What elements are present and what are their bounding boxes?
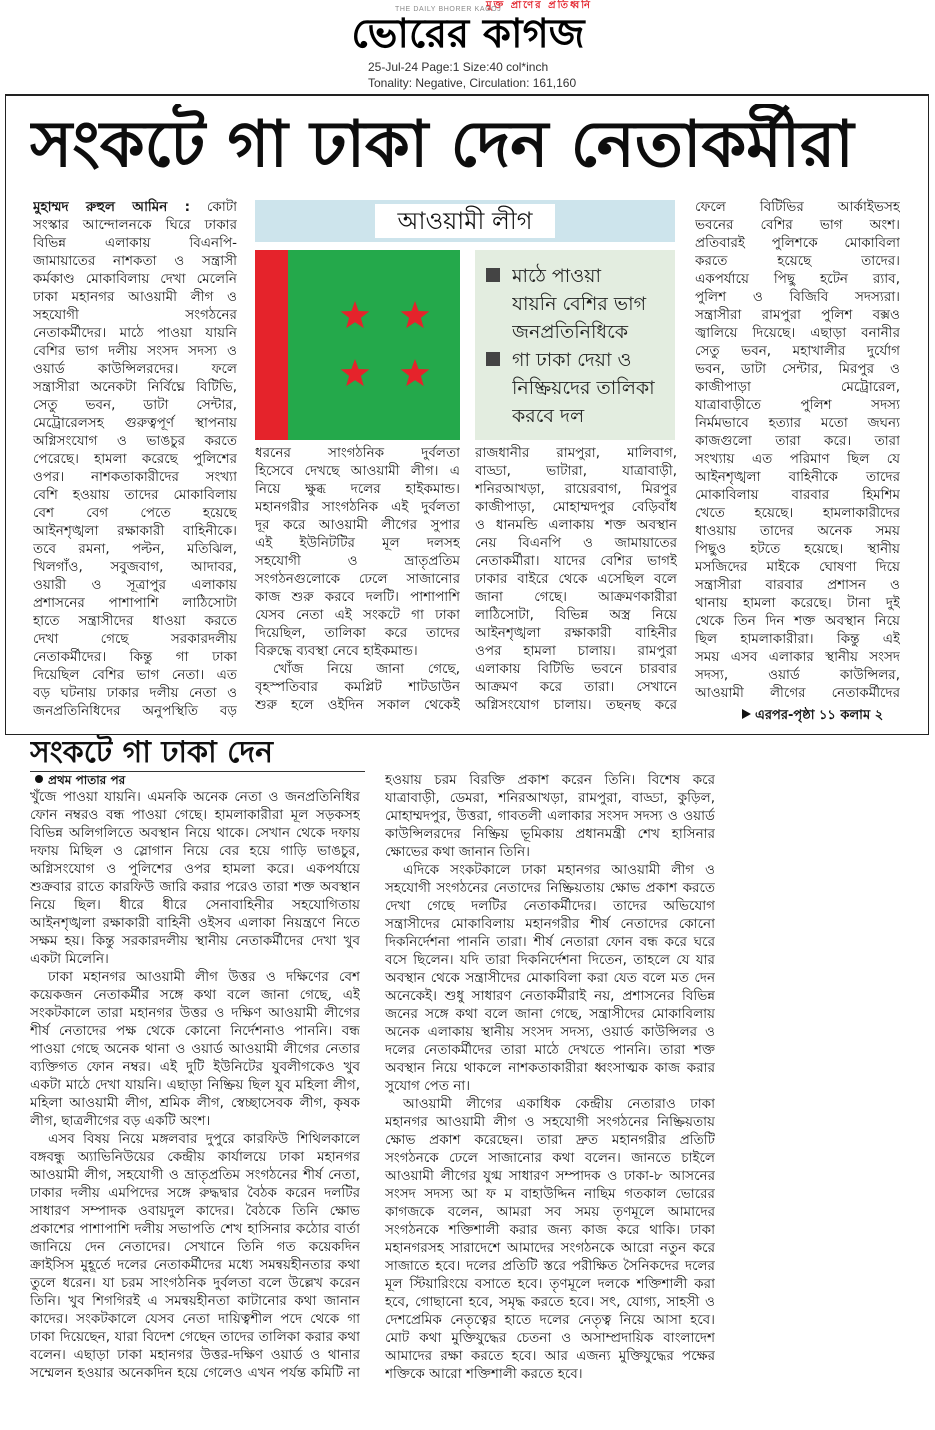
bullet-line: নিষ্ক্রিয়দের তালিকা — [512, 377, 655, 399]
text-line: যাত্রাবাড়ী, ডেমরা, শনিরআখড়া, রামপুরা, বাড্ডা, কুড়িল, — [385, 790, 715, 806]
sidebar-heading-band — [255, 200, 675, 242]
text-line: ভবনের বেশির ভাগ অংশ। — [695, 217, 900, 233]
text-line: আক্রমণ করে তারা। সেখানে — [475, 679, 677, 695]
text-line: ধাওয়ায় তাদের অনেক সময় — [695, 523, 900, 539]
text-line: ঢাকার দলীয় এমপিদের সঙ্গে রুদ্ধদ্বার বৈঠক করেন দলটির — [30, 1185, 360, 1201]
text-line: সাজাতে হবে। দলের প্রতিটি স্তরে পরীক্ষিত সৈনিকদের দলের — [385, 1258, 715, 1274]
text-line: ক্রাইসিস মুহূর্তে দলের নেতাকর্মীদের মধ্যে সমন্বয়হীনতার কথা — [30, 1257, 360, 1273]
text-line: বাড্ডা, ভাটারা, যাত্রাবাড়ী, — [475, 463, 677, 479]
sidebar-bullet-text — [512, 346, 670, 430]
text-line: প্রশাসনের পাশাপাশি লাঠিসোটা — [33, 595, 237, 611]
flag-band — [255, 250, 288, 440]
text-line: হওয়ায় চরম বিরক্তি প্রকাশ করেন তিনি। বিশেষ করে — [385, 772, 715, 788]
text-line: মসজিদের মাইকে ঘোষণা দিয়ে — [695, 559, 900, 575]
text-line: হাতে সন্ত্রাসীদের ধাওয়া করতে — [33, 613, 237, 629]
text-line: থানায় হামলা করেছে। টানা দুই — [695, 595, 900, 611]
text-line: কাদের। সংকটকালে যেসব নেতা দায়িত্বশীল পদে থেকে গা — [30, 1311, 360, 1327]
text-line: কাজীপাড়া মেট্রোরেল, — [695, 379, 900, 395]
text-line: জানা গেছে। আক্রমণকারীরা — [475, 589, 677, 605]
flag-field — [288, 250, 460, 440]
headline-rule — [30, 771, 365, 772]
text-line: তবে রমনা, পল্টন, মতিঝিল, — [33, 541, 237, 557]
text-line: অগ্নিসংযোগ ও পুলিশের ওপর হামলা করে। একপর্যায়ে — [30, 861, 360, 877]
sidebar-bullet-box — [475, 250, 675, 440]
text-line: শনিরআখড়া, রায়েরবাগ, মিরপুর — [475, 481, 677, 497]
text-line: ওপর। নাশকতাকারীদের সংখ্যা — [33, 469, 237, 485]
text-line: বসে ছিলেন। যদি তারা দিকনির্দেশনা দিতেন, তাহলে যে যার — [385, 952, 715, 968]
bullet-line: জনপ্রতিনিধিকে — [512, 321, 629, 343]
text-line: পেরেছে। হামলা করেছে পুলিশের — [33, 451, 237, 467]
text-line: প্রকাশের পাশাপাশি দলীয় সভাপতি শেখ হাসিনার কঠোর বার্তা — [30, 1221, 360, 1237]
square-bullet-icon — [486, 268, 500, 282]
text-line: পাওয়া গেছে অনেক থানা ও ওয়ার্ড আওয়ামী লীগের নেতার — [30, 1041, 360, 1057]
text-line: সংস্কার আন্দোলনকে ঘিরে ঢাকার — [33, 217, 237, 233]
text-line: ওয়ারী ও সূত্রাপুর এলাকায় — [33, 577, 237, 593]
jump-label — [35, 773, 125, 788]
text-line: সেতু ভবন, ডাটা সেন্টার, — [33, 397, 237, 413]
sidebar-heading: আওয়ামী লীগ — [375, 204, 555, 238]
text-line: লাঠিসোটা, বিভিন্ন অস্ত্র নিয়ে — [475, 607, 677, 623]
text-line: খোঁজ নিয়ে জানা গেছে, — [273, 661, 460, 677]
text-line: এসব বিষয় নিয়ে মঙ্গলবার দুপুরে কারফিউ শিথিলকালে — [48, 1131, 360, 1147]
text-line: বিভিন্ন এলাকায় বিএনপি- — [33, 235, 237, 251]
text-line: ঢাকা মহানগর আওয়ামী লীগ ও — [33, 289, 237, 305]
text-line: মহানগর আওয়ামী লীগ ও সহযোগী সংগঠনের নিষ্ক্রিয়তায় — [385, 1114, 715, 1130]
text-line: সহযোগী সংগঠনের — [33, 307, 237, 323]
text-line: সংকটকালে তারা মহানগর উত্তর ও দক্ষিণ আওয়ামী লীগের — [30, 1005, 360, 1021]
sidebar-bullet-text — [512, 262, 670, 346]
text-line: তুলে ধরেন। যা চরম সাংগঠনিক দুর্বলতা বলে উল্লেখ করেন — [30, 1275, 360, 1291]
text-line: ছিল হামলাকারীরা। কিন্তু এই — [695, 631, 900, 647]
text-line: আওয়ামী লীগের একাধিক কেন্দ্রীয় নেতারাও ঢাকা — [403, 1096, 715, 1112]
text-line: হিসেবে দেখছে আওয়ামী লীগ। এ — [255, 463, 460, 479]
text-line: মেট্রোরেলসহ গুরুত্বপূর্ণ স্থাপনায় — [33, 415, 237, 431]
text-line: শক্তিকে আরো শক্তিশালী করতে হবে। — [385, 1366, 583, 1382]
text-line: বঙ্গবন্ধু অ্যাভিনিউয়ের কেন্দ্রীয় কার্যালয়ে ঢাকা মহানগর — [30, 1149, 360, 1165]
text-line: কয়েকজন নেতাকর্মীর সঙ্গে কথা বলে জানা গেছে, এই — [30, 987, 360, 1003]
byline: মুহাম্মদ রুহুল আমিন : — [33, 199, 191, 215]
text-line: ক্ষোভ প্রকাশ করেছেন। তারা দ্রুত মহানগরীর প্রতিটি — [385, 1132, 715, 1148]
bullet-dot-icon — [35, 775, 43, 783]
text-line: দেখা গেছে দলটির নেতাকর্মীদের। তাদের অভিযোগ — [385, 898, 715, 914]
continued-text: এরপর-পৃষ্ঠা ১১ কলাম ২ — [755, 708, 884, 723]
text-line: আইনশৃঙ্খলা রক্ষাকারী বাহিনী ওইসব এলাকা নিয়ন্ত্রণে নিতে — [30, 915, 360, 931]
text-line: দফায় মিছিল ও স্লোগান নিয়ে বের হয়ে গাড়ি ভাঙচুর, — [30, 843, 360, 859]
text-line: খুঁজে পাওয়া যায়নি। এমনকি অনেক নেতা ও জনপ্রতিনিধির — [30, 789, 360, 805]
text-line — [33, 198, 237, 216]
bullet-line: যায়নি বেশির ভাগ — [512, 293, 647, 315]
text-line: বলেন। এছাড়া ঢাকা মহানগর উত্তর-দক্ষিণ ওয়ার্ড ও থানার — [30, 1347, 360, 1363]
text-line: ব্যক্তিগত ফোন নম্বর। এই দুটি ইউনিটের যুবলীগকেও খুব — [30, 1059, 360, 1075]
text-line: সময় এসব এলাকার স্থানীয় সংসদ — [695, 649, 900, 665]
clip-meta-tonality-circulation: Tonality: Negative, Circulation: 161,160 — [368, 76, 577, 90]
text-line: নেতাকর্মীদের। মাঠে পাওয়া যায়নি — [33, 325, 237, 341]
text-line: একটা মিলেনি। — [30, 951, 109, 967]
text-line: ওয়ার্ড কাউন্সিলরদের। ফলে — [33, 361, 237, 377]
masthead-english-name: THE DAILY BHORER KAGOJ — [395, 6, 502, 13]
text-line: হবে, গোছানো হবে, সমৃদ্ধ করতে হবে। সৎ, যোগ্য, সাহসী ও — [385, 1294, 715, 1310]
text-line: খেতে হয়েছে। হামলাকারীদের — [695, 505, 900, 521]
text-line: ঢাকা মহানগর আওয়ামী লীগ উত্তর ও দক্ষিণের বেশ — [48, 969, 360, 985]
text-line: সন্ত্রাসীরা বারবার প্রশাসন ও — [695, 577, 900, 593]
clip-meta-date-page-size: 25-Jul-24 Page:1 Size:40 col*inch — [368, 60, 549, 74]
front-story-headline: সংকটে গা ঢাকা দেন নেতাকর্মীরা — [30, 108, 854, 182]
text-line: শীর্ষ নেতাদের পক্ষ থেকে কোনো নির্দেশনাও পাননি। বন্ধ — [30, 1023, 360, 1039]
text-line: আইনশৃঙ্খলা রক্ষাকারী বাহিনীর — [475, 625, 677, 641]
square-bullet-icon — [486, 352, 500, 366]
text-line: দিয়েছিল, তালিকা করে তাদের — [255, 625, 460, 641]
text-line: দিয়েছিল বেশির ভাগ নেতা। এত — [33, 667, 237, 683]
text-line: তিনি। খুব শিগগিরই এ সমন্বয়হীনতা কাটানোর কথা জানান — [30, 1293, 360, 1309]
text-line: ভবন, ডাটা সেন্টার, মিরপুর ও — [695, 361, 900, 377]
text-line: নিয়ে ক্ষুব্ধ দলের হাইকমান্ড। — [255, 481, 460, 497]
text-line: ঢাকার বাইরে থেকে এসেছিল বলে — [475, 571, 677, 587]
text-line: কাগজকে বলেন, আমরা সব সময় তৃণমূলে আমাদের — [385, 1204, 715, 1220]
text-line: ওপর হামলা চালায়। রামপুরা — [475, 643, 677, 659]
text-line: আওয়ামী লীগের যুগ্ম সাধারণ সম্পাদক ও ঢাকা-৮ আসনের — [385, 1168, 715, 1184]
text-line: অবস্থান থেকে সন্ত্রাসীদের মোকাবিলা করা যেত বলে মত দেন — [385, 970, 715, 986]
text-line: জনপ্রতিনিধিদের অনুপস্থিতি বড় — [33, 703, 237, 719]
text-line: পুলিশ ও বিজিবি সদস্যরা। — [695, 289, 900, 305]
text-line: অগ্নিসংযোগ চালায়। তছনছ করে — [475, 697, 677, 713]
text-line: দেশপ্রেমিক নেতৃত্বের হাতে দলের নেতৃত্ব নিয়ে আসা হবে। — [385, 1312, 715, 1328]
text-line: কাজ শুরু করবে দলটি। পাশাপাশি — [255, 589, 460, 605]
text-line: মোট কথা মুক্তিযুদ্ধের চেতনা ও অসাম্প্রদায়িক বাংলাদেশ — [385, 1330, 715, 1346]
continued-on-page — [742, 707, 902, 725]
jump-story-column-1 — [30, 788, 360, 1382]
text-line: জনের সঙ্গে কথা বলে জানা গেছে, সন্ত্রাসীদের মোকাবিলায় — [385, 1006, 715, 1022]
text-line: শুক্রবার রাতে কারফিউ জারি করার পরেও তারা শক্ত অবস্থান — [30, 879, 360, 895]
text-line: কাজীপাড়া, মোহাম্মদপুর বেড়িবাঁধ — [475, 499, 677, 515]
text-line: কাজগুলো তারা করে। তারা — [695, 433, 900, 449]
text-line: নেয় বিএনপি ও জামায়াতের — [475, 535, 677, 551]
text-line: করতে হয়েছে তাদের। — [695, 253, 900, 269]
text-line: দেখা গেছে সরকারদলীয় — [33, 631, 237, 647]
text-line: রাজধানীর রামপুরা, মালিবাগ, — [475, 445, 677, 461]
text-line: লীগ, ছাত্রলীগের বড় একটি অংশ। — [30, 1113, 211, 1129]
jump-label-text: প্রথম পাতার পর — [48, 773, 126, 787]
masthead-tagline: মুক্ত প্রাণের প্রতিধ্বনি — [486, 0, 593, 11]
text-line: ফোন নম্বরও বন্ধ পাওয়া গেছে। হামলাকারীরা মূল সড়কসহ — [30, 807, 360, 823]
text-line: বৃহস্পতিবার কমপ্লিট শাটডাউন — [255, 679, 460, 695]
text-line: সন্ত্রাসীরা রামপুরা পুলিশ বক্সও — [695, 307, 900, 323]
text-line: ধরনের সাংগঠনিক দুর্বলতা — [255, 445, 460, 461]
text-line: সক্ষম হয়। কিন্তু সরকারদলীয় স্থানীয় নেতাকর্মীদের দেখা খুব — [30, 933, 360, 949]
text-line: মহিলা আওয়ামী লীগ, শ্রমিক লীগ, স্বেচ্ছাসেবক লীগ, কৃষক — [30, 1095, 360, 1111]
text-line: সদস্য, ওয়ার্ড কাউন্সিলর, — [695, 667, 900, 683]
text-line: ক্ষোভের কথা জানান তিনি। — [385, 844, 530, 860]
text-line: আওয়ামী লীগের নেতাকর্মীদের — [695, 685, 900, 701]
text-line: যাত্রাবাড়ীতে পুলিশ সদস্য — [695, 397, 900, 413]
text-line: শুরু হলে ওইদিন সকাল থেকেই — [255, 697, 460, 713]
text-line: সংগঠনগুলোকে ঢেলে সাজানোর — [255, 571, 460, 587]
text-line: ও ধানমন্ডি এলাকায় শক্ত অবস্থান — [475, 517, 677, 533]
text-line: বেশির ভাগ দলীয় সংসদ সদস্য ও — [33, 343, 237, 359]
text-line: আইনশৃঙ্খলা রক্ষাকারী বাহিনীকে। — [33, 523, 237, 539]
text-line: জামায়াতের নাশকতা ও সন্ত্রাসী — [33, 253, 237, 269]
text-line: মহানগরীর সাংগঠনিক এই দুর্বলতা — [255, 499, 460, 515]
text-line: প্রতিবারই পুলিশকে মোকাবিলা — [695, 235, 900, 251]
text-line: ঢাকা দিয়েছেন, যারা বিদেশ গেছেন তাদের তালিকা করার কথা — [30, 1329, 360, 1345]
text-line: অবস্থান নিয়ে থাকলে নাশকতাকারীরা ধ্বংসাত্মক কাজ করার — [385, 1060, 715, 1076]
text-line: সহযোগী ও ভ্রাতৃপ্রতিম — [255, 553, 460, 569]
text-line: অনেক এলাকায় স্থানীয় সংসদ সদস্য, ওয়ার্ড কাউন্সিলর ও — [385, 1024, 715, 1040]
text-line: সহযোগী সংগঠনের নেতাদের নিষ্ক্রিয়তায় ক্ষোভ প্রকাশ করতে — [385, 880, 715, 896]
text-line: এই ইউনিটটির মূল দলসহ — [255, 535, 460, 551]
text-line: সম্মেলন হওয়ার অনেকদিন হয়ে গেলেও এখন পর্যন্ত কমিটি না — [30, 1365, 360, 1381]
front-story-column-4 — [695, 198, 900, 702]
text-line: সাধারণ সম্পাদক ওবায়দুল কাদের। বৈঠকে তিনি ক্ষোভ — [30, 1203, 360, 1219]
text-line: কর্মকাণ্ড মোকাবিলায় দেখা মেলেনি — [33, 271, 237, 287]
text-line: আওয়ামী লীগ, সহযোগী ও ভ্রাতৃপ্রতিম সংগঠনের শীর্ষ নেতা, — [30, 1167, 360, 1183]
text-line: পিছুও হটতে হয়েছে। স্থানীয় — [695, 541, 900, 557]
text-line: মোহাম্মদপুর, উত্তরা, গাবতলী এলাকার সংসদ সদস্য ও ওয়ার্ড — [385, 808, 715, 824]
text-line: জ্বালিয়ে দিয়েছে। এছাড়া বনানীর — [695, 325, 900, 341]
bullet-line: করবে দল — [512, 405, 585, 427]
text-line: নেতাকর্মীদের। কিন্তু গা ঢাকা — [33, 649, 237, 665]
text-line: বিরুদ্ধে ব্যবস্থা নেবে হাইকমান্ড। — [255, 643, 418, 659]
front-story-column-2 — [255, 444, 460, 714]
masthead-logo: ভোরের কাগজ — [351, 12, 585, 56]
text-line: মহানগরসহ সারাদেশে আমাদের সংগঠনকে আরো নতুন করে — [385, 1240, 715, 1256]
text-line: মোকাবিলায় বারবার হিমশিম — [695, 487, 900, 503]
text-line: বেশ বেগ পেতে হয়েছে — [33, 505, 237, 521]
text-line: দলের নেতাকর্মীদের তারা মাঠে দেখতে পাননি। তারা শক্ত — [385, 1042, 715, 1058]
text-line: সুযোগ পেত না। — [385, 1078, 471, 1094]
text-line: সন্ত্রাসীদের মোকাবিলায় মহানগরীর শীর্ষ নেতাদের কোনো — [385, 916, 715, 932]
text-line: নিয়ে ছিল। ধীরে ধীরে সেনাবাহিনীর সহযোগিতায় — [30, 897, 360, 913]
text-line: সংগঠনকে শক্তিশালী করার জন্য কাজ করে থাকি। ঢাকা — [385, 1222, 715, 1238]
text-line: আইনশৃঙ্খলা বাহিনীকে তাদের — [695, 469, 900, 485]
jump-story-column-2 — [385, 771, 715, 1383]
text-line: অনেকেই। শুধু সাধারণ নেতাকর্মীরাই নয়, প্রশাসনের বিভিন্ন — [385, 988, 715, 1004]
text-line: বিভিন্ন অলিগলিতে অবস্থান নিয়ে থাকে। সেখান থেকে দফায় — [30, 825, 360, 841]
text-line: খিলগাঁও, সবুজবাগ, আদাবর, — [33, 559, 237, 575]
arrow-right-icon — [742, 709, 751, 719]
front-story-column-1 — [33, 198, 237, 720]
text-line: সংখ্যায় এত পরিমাণ ছিল যে — [695, 451, 900, 467]
text-line: ফেলে বিটিভির আর্কাইভসহ — [695, 199, 900, 215]
jump-story-headline: সংকটে গা ঢাকা দেন — [30, 735, 274, 770]
text-line: মূল স্টিয়ারিংয়ে বসাতে হবে। তৃণমূলে দলকে শক্তিশালী করা — [385, 1276, 715, 1292]
text-line: নেতাকর্মীরা। যাদের বেশির ভাগই — [475, 553, 677, 569]
text-line: যেসব নেতা এই সংকটে গা ঢাকা — [255, 607, 460, 623]
text-line: একটা মাঠে দেখা যায়নি। এছাড়া নিষ্ক্রিয় ছিল যুব মহিলা লীগ, — [30, 1077, 360, 1093]
text-line: বড় ঘটনায় ঢাকার দলীয় নেতা ও — [33, 685, 237, 701]
front-story-column-3 — [475, 444, 677, 714]
text-line: বেশি হওয়ায় তাদের মোকাবিলায় — [33, 487, 237, 503]
text-line: এদিকে সংকটকালে ঢাকা মহানগর আওয়ামী লীগ ও — [403, 862, 715, 878]
text-line: দিকনির্দেশনা পাননি তারা। শীর্ষ নেতারা ফোন বন্ধ করে ঘরে — [385, 934, 715, 950]
text-line: কাউন্সিলরদের নিষ্ক্রিয় ভূমিকায় প্রধানমন্ত্রী শেখ হাসিনার — [385, 826, 715, 842]
text-line: জানিয়ে দেন নেতাদের। সেখানে তিনি গত কয়েকদিন — [30, 1239, 360, 1255]
text-line: আমাদের রক্ষা করতে হবে। আর এজন্য মুক্তিযুদ্ধের পক্ষের — [385, 1348, 715, 1364]
bullet-line: মাঠে পাওয়া — [512, 265, 601, 287]
text-line: এলাকায় বিটিভি ভবনে চারবার — [475, 661, 677, 677]
lead-text: কোটা — [206, 199, 237, 215]
text-line: সেতু ভবন, মহাখালীর দুর্যোগ — [695, 343, 900, 359]
text-line: সংসদ সদস্য আ ফ ম বাহাউদ্দিন নাছিম গতকাল ভোরের — [385, 1186, 715, 1202]
text-line: সংগঠনকে ঢেলে সাজানোর কথা বলেন। জানতে চাইলে — [385, 1150, 715, 1166]
text-line: একপর্যায়ে পিছু হটেন র‌্যাব, — [695, 271, 900, 287]
text-line: নির্মমভাবে হত্যার মতো জঘন্য — [695, 415, 900, 431]
party-flag-image — [255, 250, 460, 440]
text-line: থেকে তিন দিন শক্ত অবস্থান নিয়ে — [695, 613, 900, 629]
text-line: অগ্নিসংযোগ ও ভাঙচুর করতে — [33, 433, 237, 449]
text-line: সন্ত্রাসীরা অনেকটা নির্বিঘ্নে বিটিভি, — [33, 379, 237, 395]
text-line: দূর করে আওয়ামী লীগের সুপার — [255, 517, 460, 533]
bullet-line: গা ঢাকা দেয়া ও — [512, 349, 632, 371]
